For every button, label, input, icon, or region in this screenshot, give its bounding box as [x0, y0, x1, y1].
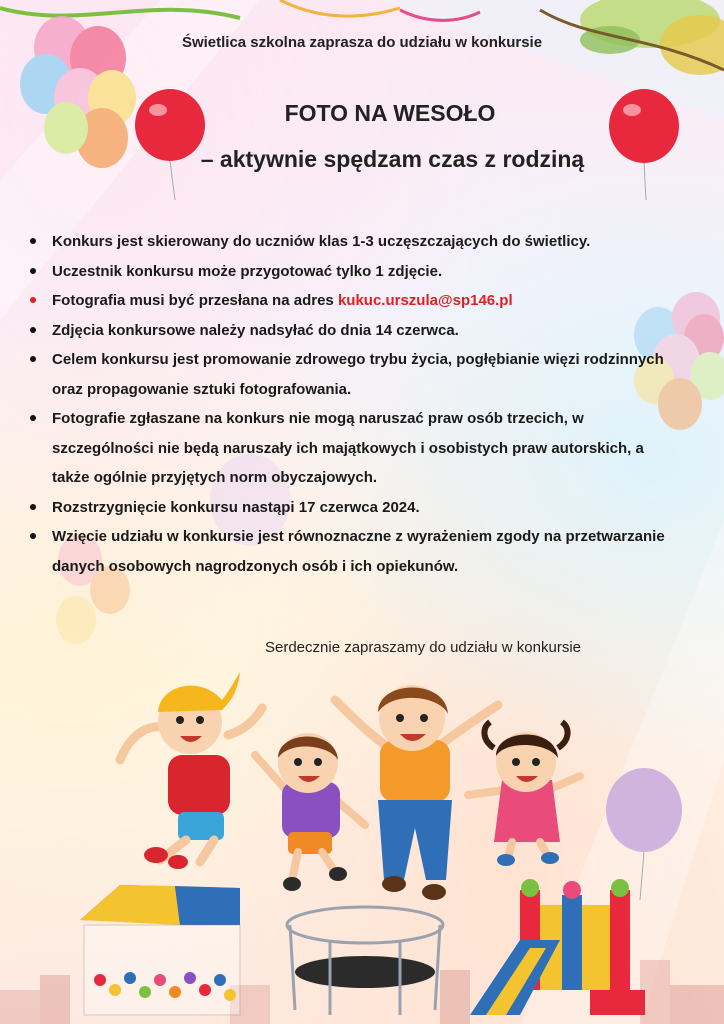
header-note: Świetlica szkolna zaprasza do udziału w konkursie [181, 34, 543, 51]
rule-item: Konkurs jest skierowany do uczniów klas 1-3 uczęszczających do świetlicy. [28, 227, 678, 257]
rule-item: Celem konkursu jest promowanie zdrowego trybu życia, pogłębianie więzi rodzinnych oraz propagowanie sztuki fotografowania. [28, 345, 678, 404]
invitation-text: Serdecznie zapraszamy do udziału w konkursie [265, 639, 581, 656]
rule-item: Fotografie zgłaszane na konkurs nie mogą naruszać praw osób trzecich, w szczególności nie będą naruszały ich majątkowych i osobistych praw autorskich, a także ogólnie przyjętych norm obyczajowych. [28, 404, 678, 493]
rule-item: Fotografia musi być przesłana na adres kukuc.urszula@sp146.pl [28, 286, 678, 316]
rule-item: Wzięcie udziału w konkursie jest równoznaczne z wyrażeniem zgody na przetwarzanie danych osobowych nagrodzonych osób i ich opiekunów. [28, 522, 678, 581]
ball-pit-icon [80, 885, 240, 1015]
email-link[interactable]: kukuc.urszula@sp146.pl [337, 292, 513, 309]
rule-item: Uczestnik konkursu może przygotować tylko 1 zdjęcie. [28, 257, 678, 287]
trampoline-icon [287, 907, 443, 1015]
jumping-child-icon [120, 672, 262, 869]
poster-title: FOTO NA WESOŁO [284, 100, 496, 126]
poster-subtitle: – aktywnie spędzam czas z rodziną [200, 146, 585, 172]
jumping-child-icon [468, 722, 580, 866]
rule-item: Zdjęcia konkursowe należy nadsyłać do dnia 14 czerwca. [28, 316, 678, 346]
jumping-child-icon [255, 733, 365, 891]
rule-item: Rozstrzygnięcie konkursu nastąpi 17 czerwca 2024. [28, 493, 678, 523]
rules-list [28, 227, 678, 581]
